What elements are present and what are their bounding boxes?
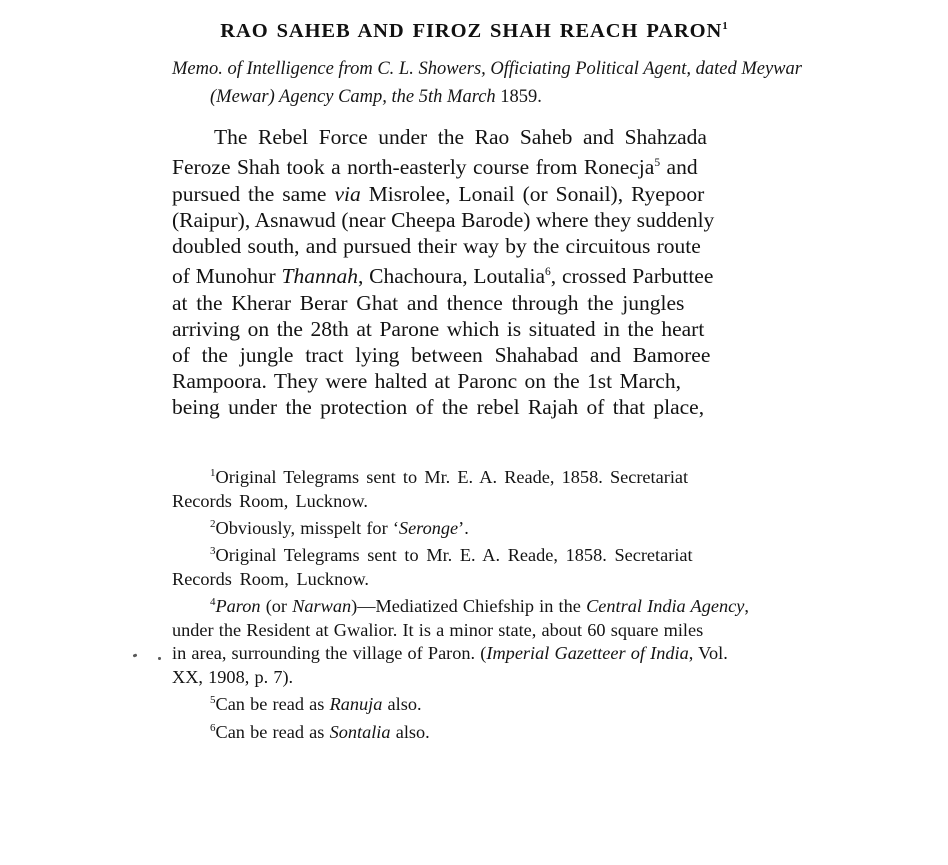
body-line-text: pursued the same xyxy=(172,181,335,206)
footnote-text-end: also. xyxy=(390,721,430,742)
footnote-2 xyxy=(172,513,862,541)
footnote-text: , Vol. xyxy=(688,643,728,664)
footnote-italic-gazetteer: Imperial Gazetteer of India xyxy=(486,643,689,664)
body-line xyxy=(172,150,862,180)
body-line xyxy=(172,124,862,150)
body-line-text: Rampoora. They were halted at Paronc on the 1st March, xyxy=(172,369,681,394)
footnote-italic-seronge: Seronge xyxy=(398,518,459,538)
footnotes-block xyxy=(172,462,862,744)
footnote-line-3 xyxy=(172,642,728,665)
body-italic-via: via xyxy=(334,181,361,206)
footnote-3 xyxy=(172,540,862,591)
footnote-5 xyxy=(172,689,862,717)
body-line xyxy=(172,207,862,233)
memo-line-2-part-a: (Mewar) Agency Camp, the xyxy=(210,87,419,107)
body-line xyxy=(172,342,862,368)
footnote-marker: 2 xyxy=(210,517,216,530)
page-title xyxy=(0,20,948,43)
footnote-4 xyxy=(172,591,862,689)
body-line xyxy=(172,233,862,259)
body-line xyxy=(172,290,862,316)
footnote-italic-central-india-agency: Central India Agency xyxy=(586,596,745,617)
body-line xyxy=(172,181,862,207)
footnote-text: , xyxy=(744,596,749,617)
footnote-marker: 3 xyxy=(210,545,216,558)
footnote-text: Can be read as xyxy=(215,694,330,715)
footnote-text-cont: XX, 1908, p. 7). xyxy=(172,666,294,687)
body-line-text: The Rebel Force under the Rao Saheb and Shahzada xyxy=(214,125,707,149)
footnote-marker: 5 xyxy=(210,694,216,707)
scan-speck xyxy=(133,653,138,657)
footnote-text: (or xyxy=(260,596,293,617)
footnote-marker: 1 xyxy=(210,467,216,479)
body-paragraph xyxy=(172,124,862,421)
body-line-text: at the Kherar Berar Ghat and thence through the jungles xyxy=(172,290,685,315)
body-line-text: of the jungle tract lying between Shahabad and Bamoree xyxy=(172,342,711,367)
footnote-ref-5: 5 xyxy=(654,157,661,170)
footnote-italic-ranuja: Ranuja xyxy=(329,694,383,715)
title-footnote-marker: 1 xyxy=(722,19,728,32)
footnote-italic-narwan: Narwan xyxy=(292,596,352,617)
memo-line-2-year: 1859. xyxy=(500,87,542,107)
footnote-italic-paron: Paron xyxy=(215,596,261,617)
footnote-text: Obviously, misspelt for ‘ xyxy=(215,518,399,538)
body-line-text: of Munohur xyxy=(172,264,282,289)
footnote-text-end: also. xyxy=(382,694,422,715)
memo-line-1: Memo. of Intelligence from C. L. Showers, Officiating Political Agent, dated Meywar xyxy=(172,59,802,79)
body-line-tail: , Chachoura, Loutalia xyxy=(357,264,546,289)
body-line-text: (Raipur), Asnawud (near Cheepa Barode) where they suddenly xyxy=(172,207,715,232)
body-line-tail2: , crossed Parbuttee xyxy=(550,264,714,289)
page-title-text: RAO SAHEB AND FIROZ SHAH REACH PARON xyxy=(220,19,723,42)
body-line-tail: Misrolee, Lonail (or Sonail), Ryepoor xyxy=(360,181,705,206)
memo-heading xyxy=(172,55,864,111)
footnote-text-end: ’. xyxy=(458,518,469,538)
footnote-text-cont: Records Room, Lucknow. xyxy=(172,568,369,589)
body-line-text: arriving on the 28th at Parone which is situated in the heart xyxy=(172,316,705,341)
scan-speck xyxy=(158,657,161,660)
footnote-text: Original Telegrams sent to Mr. E. A. Reade, 1858. Secretariat xyxy=(215,467,689,488)
body-line-tail: and xyxy=(660,155,698,180)
footnote-6 xyxy=(172,717,862,745)
body-line xyxy=(172,368,862,394)
body-line-text: Feroze Shah took a north-easterly course from Ronecja xyxy=(172,155,655,180)
body-line xyxy=(172,394,862,420)
body-italic-thannah: Thannah xyxy=(281,264,358,289)
footnote-italic-sontalia: Sontalia xyxy=(329,721,391,742)
footnote-text: Original Telegrams sent to Mr. E. A. Reade, 1858. Secretariat xyxy=(215,545,693,566)
footnote-marker: 4 xyxy=(210,596,216,609)
footnote-text: )—Mediatized Chiefship in the xyxy=(351,596,587,617)
memo-line-2 xyxy=(172,83,864,111)
body-line-text: doubled south, and pursued their way by the circuitous route xyxy=(172,233,701,258)
body-line xyxy=(172,316,862,342)
footnote-1 xyxy=(172,462,862,513)
body-line-text: being under the protection of the rebel Rajah of that place, xyxy=(172,395,705,420)
footnote-text: in area, surrounding the village of Paron. ( xyxy=(172,643,487,664)
footnote-text-cont: Records Room, Lucknow. xyxy=(172,490,368,511)
footnote-ref-6: 6 xyxy=(545,266,551,279)
footnote-marker: 6 xyxy=(210,721,216,734)
body-line xyxy=(172,259,862,289)
footnote-text: Can be read as xyxy=(215,721,330,742)
footnote-text-cont: under the Resident at Gwalior. It is a minor state, about 60 square miles xyxy=(172,619,704,640)
memo-line-2-date: 5th March xyxy=(418,87,501,107)
